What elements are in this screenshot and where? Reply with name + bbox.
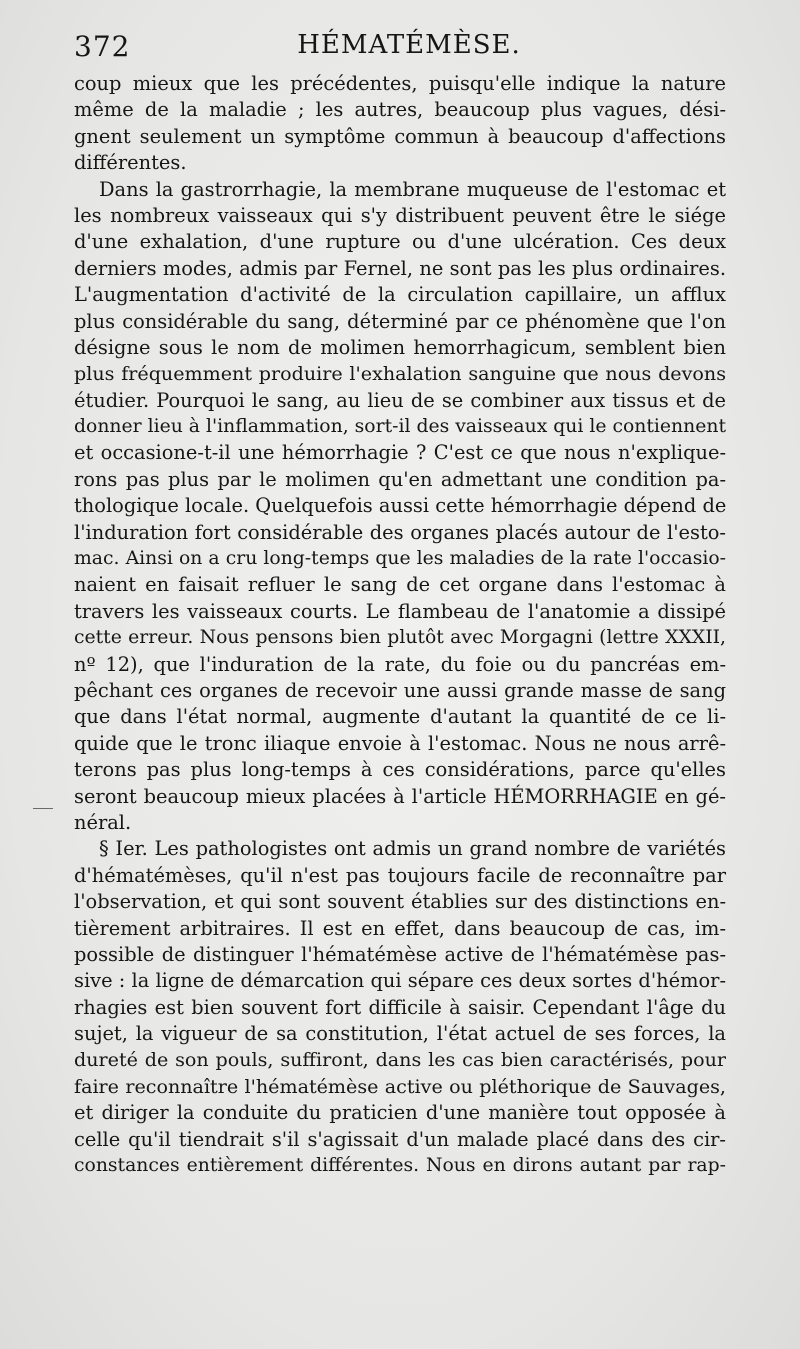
text-line: constances entièrement différentes. Nous en dirons autant par rap- — [74, 1155, 726, 1177]
text-line: possible de distinguer l'hématémèse active de l'hématémèse pas- — [74, 942, 726, 966]
text-line: donner lieu à l'inflammation, sort-il des vaisseaux qui le contiennent — [74, 416, 726, 438]
margin-mark — [33, 808, 53, 809]
text-line: faire reconnaître l'hématémèse active ou pléthorique de Sauvages, — [74, 1074, 726, 1098]
text-line: néral. — [74, 810, 132, 834]
text-line: L'augmentation d'activité de la circulation capillaire, un afflux — [74, 283, 726, 307]
text-line: travers les vaisseaux courts. Le flambeau de l'anatomie a dissipé — [74, 599, 726, 623]
text-line: cette erreur. Nous pensons bien plutôt avec Morgagni (lettre XXXII, — [74, 627, 726, 649]
text-line: thologique locale. Quelquefois aussi cette hémorrhagie dépend de — [74, 494, 727, 518]
text-line: que dans l'état normal, augmente d'autant la quantité de ce li- — [74, 705, 726, 729]
text-line: coup mieux que les précédentes, puisqu'elle indique la nature — [74, 72, 726, 95]
running-title: HÉMATÉMÈSE. — [297, 30, 521, 60]
text-line: tièrement arbitraires. Il est en effet, dans beaucoup de cas, im- — [74, 916, 726, 940]
text-line: et diriger la conduite du praticien d'une manière tout opposée à — [74, 1101, 726, 1125]
text-line: celle qu'il tiendrait s'il s'agissait d'un malade placé dans des cir- — [74, 1127, 726, 1151]
text-line: rhagies est bien souvent fort difficile à saisir. Cependant l'âge du — [74, 995, 726, 1019]
text-line: seront beaucoup mieux placées à l'article HÉMORRHAGIE en gé- — [74, 784, 726, 808]
text-line: l'observation, et qui sont souvent établies sur des distinctions en- — [74, 890, 726, 914]
text-line: désigne sous le nom de molimen hemorrhagicum, semblent bien — [74, 335, 726, 359]
text-line: nº 12), que l'induration de la rate, du foie ou du pancréas em- — [74, 652, 726, 676]
text-line: différentes. — [74, 151, 187, 175]
text-line: les nombreux vaisseaux qui s'y distribuent peuvent être le siége — [74, 203, 726, 227]
text-line: dureté de son pouls, suffiront, dans les cas bien caractérisés, pour — [74, 1048, 726, 1072]
text-line: gnent seulement un symptôme commun à beaucoup d'affections — [74, 124, 726, 148]
text-line: derniers modes, admis par Fernel, ne sont pas les plus ordinaires. — [74, 256, 726, 280]
text-line: sive : la ligne de démarcation qui sépare ces deux sortes d'hémor- — [74, 969, 726, 993]
text-line: pêchant ces organes de recevoir une aussi grande masse de sang — [74, 678, 726, 702]
text-line: naient en faisait refluer le sang de cet organe dans l'estomac à — [74, 573, 726, 597]
text-line: terons pas plus long-temps à ces considérations, parce qu'elles — [74, 758, 726, 782]
body-text — [74, 71, 726, 1179]
text-line: et occasione-t-il une hémorrhagie ? C'est ce que nous n'explique- — [74, 441, 726, 465]
text-line: rons pas plus par le molimen qu'en admettant une condition pa- — [74, 467, 726, 491]
text-line: plus fréquemment produire l'exhalation sanguine que nous devons — [74, 362, 726, 386]
text-line: étudier. Pourquoi le sang, au lieu de se combiner aux tissus et de — [74, 388, 726, 412]
page-number: 372 — [74, 30, 131, 63]
text-line: plus considérable du sang, déterminé par ce phénomène que l'on — [74, 309, 726, 333]
text-line: § Ier. Les pathologistes ont admis un grand nombre de variétés — [99, 837, 726, 861]
text-line: l'induration fort considérable des organes placés autour de l'esto- — [74, 520, 726, 544]
text-line: d'hématémèses, qu'il n'est pas toujours facile de reconnaître par — [74, 863, 726, 887]
text-line: quide que le tronc iliaque envoie à l'estomac. Nous ne nous arrê- — [74, 731, 726, 755]
text-line: Dans la gastrorrhagie, la membrane muqueuse de l'estomac et — [99, 177, 726, 201]
text-line: d'une exhalation, d'une rupture ou d'une ulcération. Ces deux — [74, 230, 726, 254]
page-header — [74, 28, 726, 68]
text-line: sujet, la vigueur de sa constitution, l'état actuel de ses forces, la — [74, 1022, 726, 1046]
text-line: mac. Ainsi on a cru long-temps que les maladies de la rate l'occasio- — [74, 548, 726, 570]
text-line: même de la maladie ; les autres, beaucoup plus vagues, dési- — [74, 98, 726, 122]
